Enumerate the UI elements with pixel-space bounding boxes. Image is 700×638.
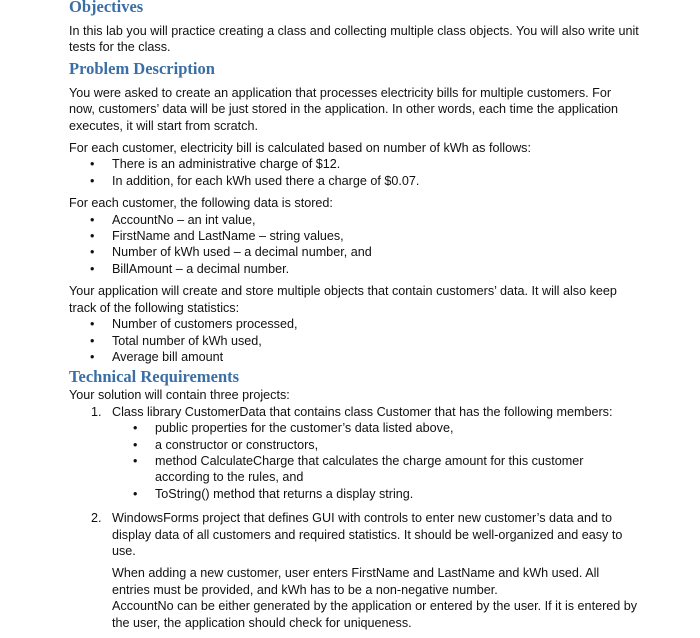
stats-list xyxy=(69,316,639,365)
requirement-item-2 xyxy=(69,510,639,559)
item-text: Class library CustomerData that contains class Customer that has the following members: xyxy=(112,404,613,419)
objectives-text: In this lab you will practice creating a class and collecting multiple class objects. You will also write unit tests for the class. xyxy=(69,24,639,55)
list-item: • Number of kWh used – a decimal number, and xyxy=(69,244,639,260)
item-number: 2. xyxy=(91,511,102,526)
list-item: • Number of customers processed, xyxy=(69,316,639,332)
requirements-list xyxy=(69,404,639,420)
technical-heading: Technical Requirements xyxy=(69,367,240,387)
list-item: • ToString() method that returns a display string. xyxy=(69,486,639,502)
list-item: • There is an administrative charge of $12. xyxy=(69,156,639,172)
problem-heading: Problem Description xyxy=(69,58,215,78)
item-number: 1. xyxy=(91,404,102,419)
item2-para2: AccountNo can be either generated by the application or entered by the user. If it is entered by the user, the application should check for uniqueness. xyxy=(112,599,638,630)
list-item: • a constructor or constructors, xyxy=(69,437,639,453)
item2-para1: When adding a new customer, user enters FirstName and LastName and kWh used. All entries must be provided, and kWh has to be a non-negative number. xyxy=(112,566,600,597)
objectives-heading: Objectives xyxy=(69,0,144,16)
data-intro: For each customer, the following data is stored: xyxy=(69,196,333,211)
item-text: WindowsForms project that defines GUI with controls to enter new customer’s data and to display data of all customers and required statistics. It should be well-organized and easy to use. xyxy=(112,511,623,558)
data-list xyxy=(69,212,639,278)
list-item: • Average bill amount xyxy=(69,349,639,365)
list-item: • FirstName and LastName – string values, xyxy=(69,228,639,244)
customer-members-list xyxy=(69,420,639,502)
list-item: • Total number of kWh used, xyxy=(69,333,639,349)
technical-intro: Your solution will contain three projects: xyxy=(69,388,290,403)
list-item: • public properties for the customer’s data listed above, xyxy=(69,420,639,436)
bill-list xyxy=(69,156,639,189)
bill-intro: For each customer, electricity bill is calculated based on number of kWh as follows: xyxy=(69,141,531,156)
list-item: • AccountNo – an int value, xyxy=(69,212,639,228)
requirement-item-1 xyxy=(69,404,639,420)
list-item: • BillAmount – a decimal number. xyxy=(69,261,639,277)
list-item: • method CalculateCharge that calculates the charge amount for this customer according to the rules, and xyxy=(69,453,639,486)
list-item: • In addition, for each kWh used there a charge of $0.07. xyxy=(69,173,639,189)
document-page xyxy=(69,0,639,631)
stats-intro: Your application will create and store multiple objects that contain customers’ data. It will also keep track of the following statistics: xyxy=(69,284,617,315)
requirements-list-continued xyxy=(69,510,639,559)
problem-intro: You were asked to create an application that processes electricity bills for multiple customers. For now, customers’ data will be just stored in the application. In other words, each time the application executes, it will start from scratch. xyxy=(69,85,619,133)
